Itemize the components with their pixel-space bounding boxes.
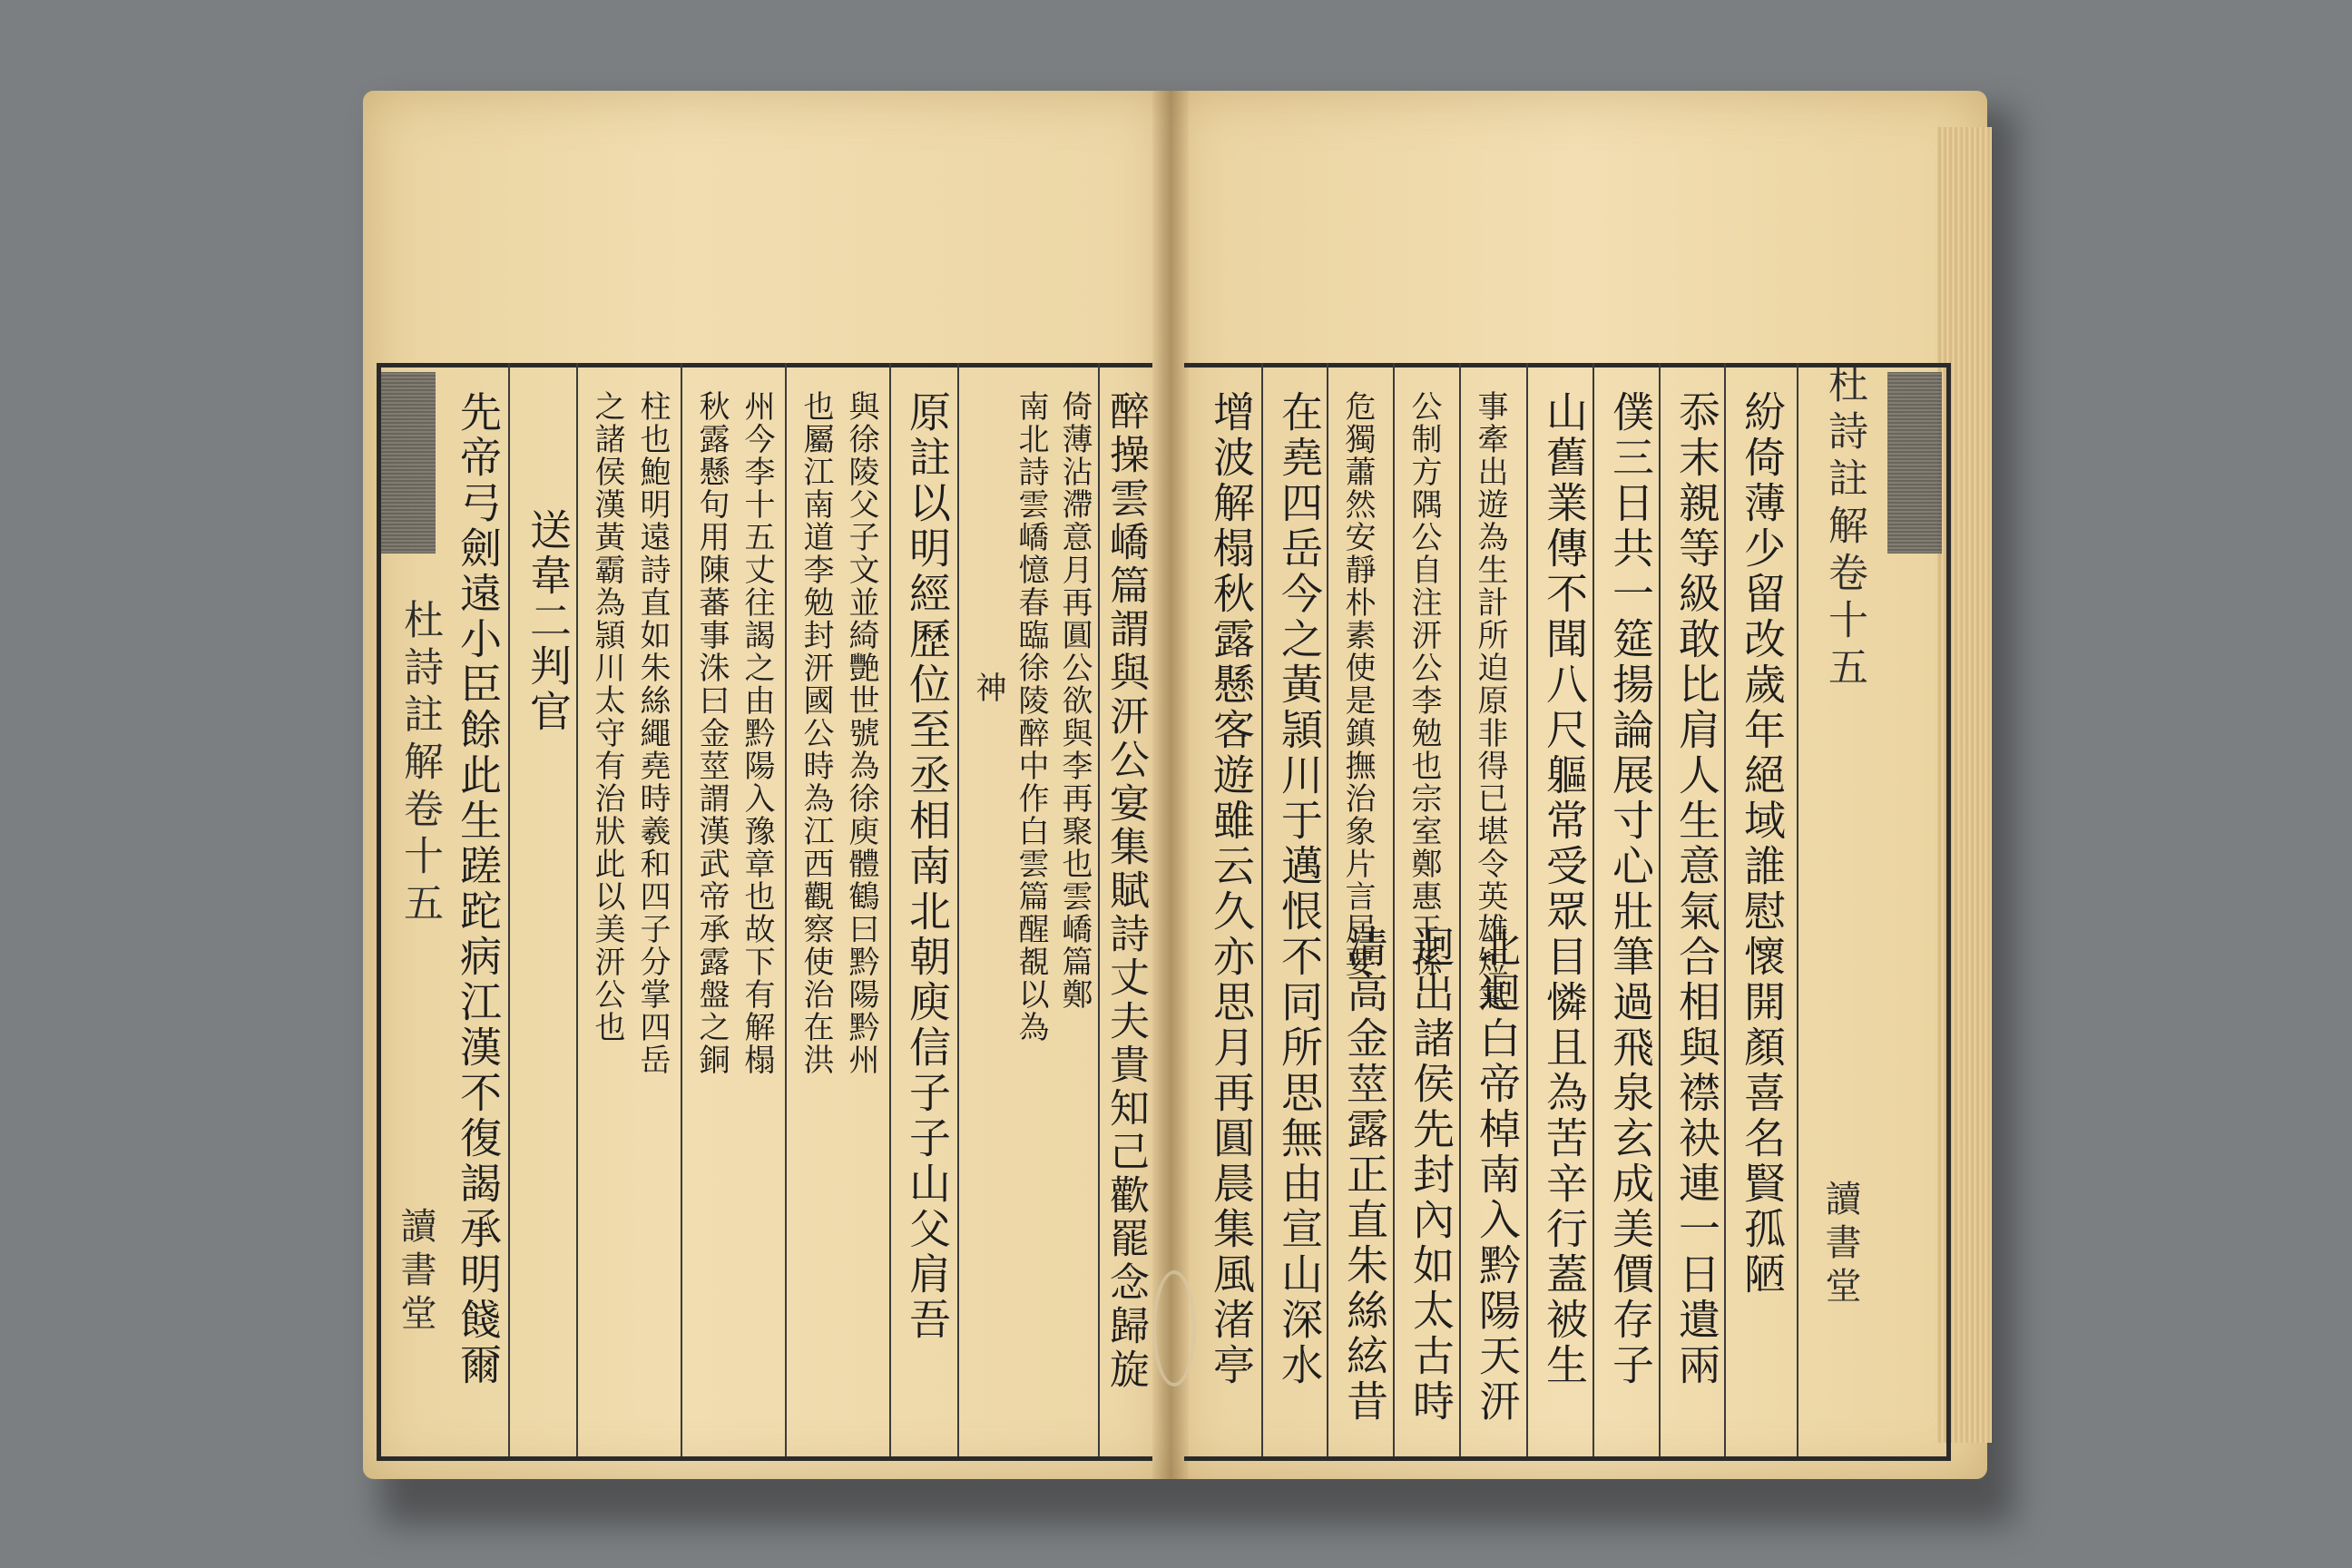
left-column-7: 也屬江南道李勉封汧國公時為江西觀察使治在洪 <box>798 390 834 1076</box>
left-column-13: 醉操雲嶠篇謂與汧公宴集賦詩丈夫貴知己歡罷念歸旋 <box>1102 390 1149 1392</box>
left-column-4: 柱也鮑明遠詩直如朱絲繩堯時羲和四子分掌四岳 <box>634 390 671 1076</box>
right-column-4: 危獨蕭然安靜朴素使是鎮撫治象片言居要 <box>1339 390 1376 978</box>
left-column-6: 州今李十五丈往謁之由黔陽入豫章也故下有解榻 <box>739 390 775 1076</box>
left-column-11: 南北詩雲嶠憶春臨徐陵醉中作白雲篇醒覩以為 <box>1013 390 1049 1044</box>
right-column-12: 紛倚薄少留改歲年絕域誰慰懷開顏喜名賢孤陋 <box>1738 390 1787 1298</box>
left-column-9: 原註以明經歷位至丞相南北朝庾信子子山父肩吾 <box>903 390 952 1343</box>
left-column-3: 之諸侯漢黃霸為頴川太守有治狀此以美汧公也 <box>589 390 625 1044</box>
right-column-5: 迥出諸侯先封內如太古時 <box>1406 926 1455 1425</box>
right-column-7: 北迴白帝棹南入黔陽天汧 <box>1473 926 1522 1425</box>
right-column-6: 公制方隅公自注汧公李勉也宗室鄭惠王孫 <box>1406 390 1442 978</box>
open-book <box>363 91 1987 1479</box>
left-column-2: 送韋二判官 <box>524 508 573 735</box>
right-column-2: 在堯四岳今之黃頴川于邁恨不同所思無由宣山深水 <box>1275 390 1324 1388</box>
right-margin-title: 杜詩註解卷十五 <box>1821 363 1867 693</box>
right-fish-tail-mark <box>1887 372 1942 554</box>
left-column-1: 先帝弓劍遠小臣餘此生蹉跎病江漢不復謁承明餞爾 <box>454 390 503 1388</box>
left-column-5: 秋露懸句用陳蕃事洙曰金莖謂漢武帝承露盤之銅 <box>693 390 730 1076</box>
left-fish-tail-mark <box>381 372 436 554</box>
left-column-12: 倚薄沾滯意月再圓公欲與李再聚也雲嶠篇鄭 <box>1056 390 1093 1011</box>
right-column-9: 山舊業傳不聞八尺軀常受眾目憐且為苦辛行蓋被生 <box>1540 390 1589 1388</box>
right-column-8: 事牽出遊為生計所迫原非得已堪令英雄短氣 <box>1472 390 1508 1011</box>
right-margin-publisher: 讀書堂 <box>1819 1180 1861 1310</box>
right-column-1: 增波解榻秋露懸客遊雖云久亦思月再圓晨集風渚亭 <box>1207 390 1256 1388</box>
left-column-8: 與徐陵父子文並綺艷世號為徐庾體鶴曰黔陽黔州 <box>843 390 879 1076</box>
right-column-10: 僕三日共一筵揚論展寸心壯筆過飛泉玄成美價存子 <box>1606 390 1655 1388</box>
right-column-11: 忝末親等級敢比肩人生意氣合相與襟袂連一日遺兩 <box>1672 390 1721 1388</box>
right-column-3: 清高金莖露正直朱絲絃昔 <box>1340 926 1389 1425</box>
left-margin-title: 杜詩註解卷十五 <box>397 599 443 929</box>
left-margin-publisher: 讀書堂 <box>395 1207 436 1338</box>
left-column-10: 神 <box>970 671 1006 704</box>
